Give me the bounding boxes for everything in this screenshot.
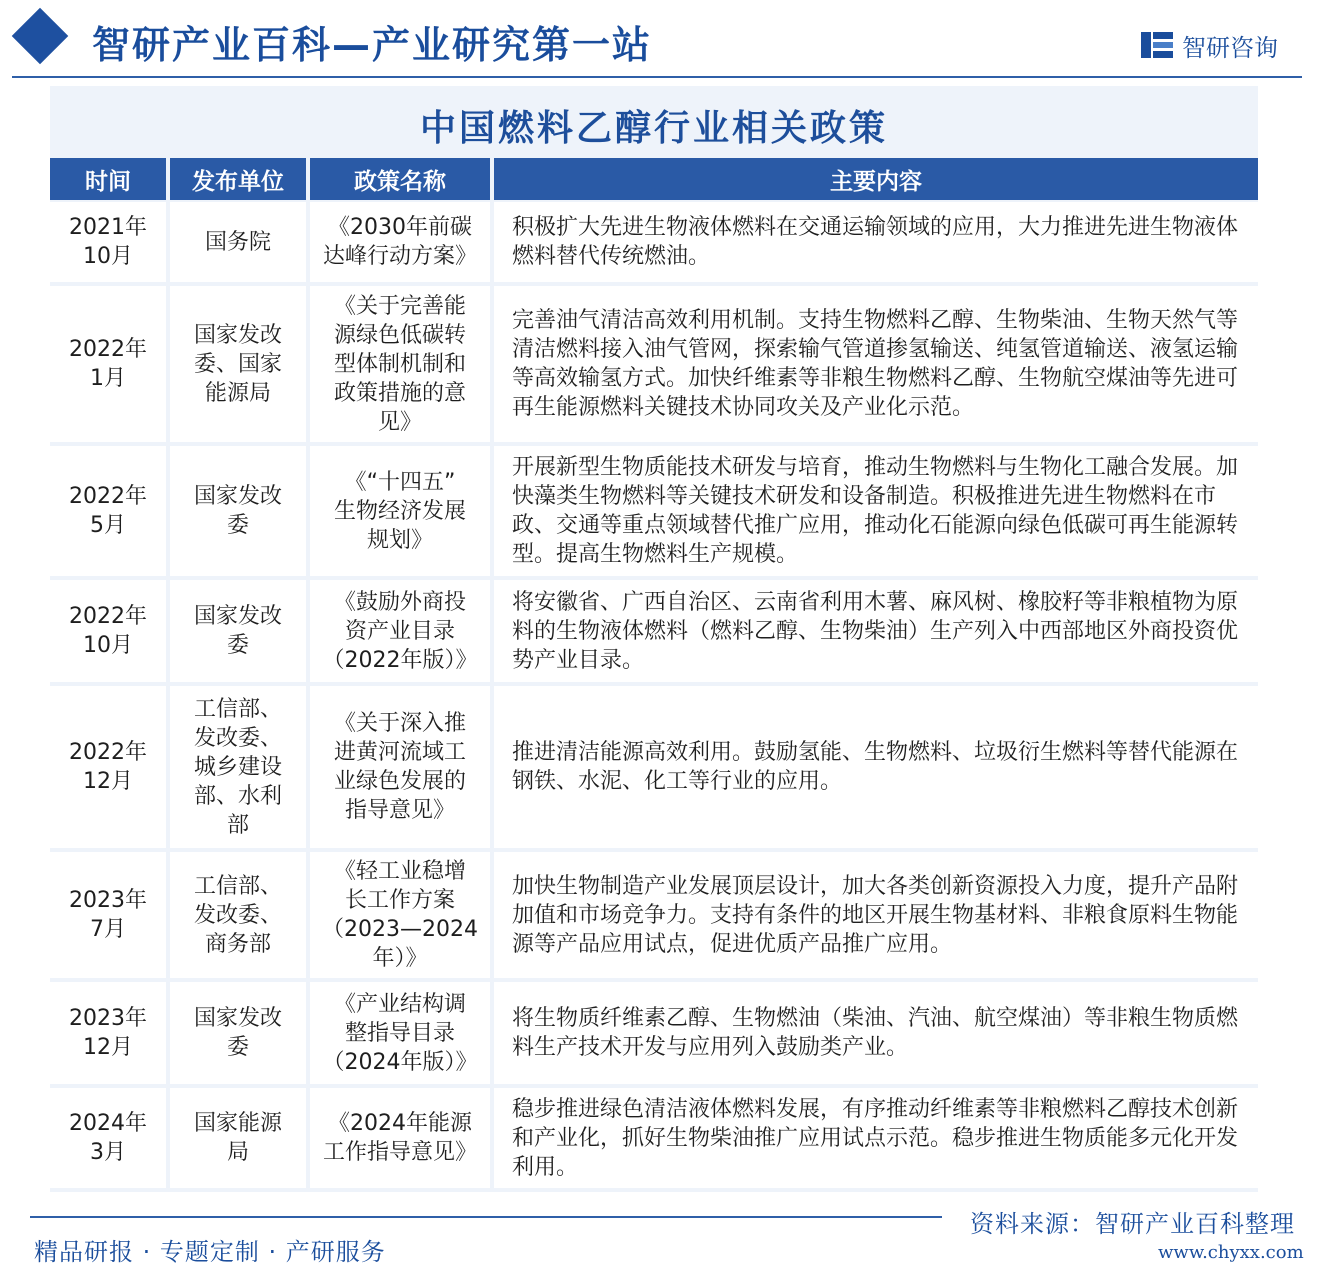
cell-date-text: 2023年 7月	[69, 888, 147, 942]
cell-policy-name-text: 《关于完善能 源绿色低碳转 型体制机制和 政策措施的意 见》	[333, 293, 466, 435]
column-header-policy: 政策名称	[310, 158, 490, 200]
cell-publisher-text: 国家发改 委	[193, 484, 282, 538]
cell-date	[50, 686, 166, 848]
data-source: 资料来源：智研产业百科整理	[970, 1210, 1295, 1238]
cell-content-text: 将安徽省、广西自治区、云南省利用木薯、麻风树、橡胶籽等非粮植物为原料的生物液体燃料（燃料乙醇、生物柴油）生产列入中西部地区外商投资优势产业目录。	[512, 589, 1239, 673]
cell-publisher-text: 工信部、 发改委、 商务部	[193, 873, 282, 957]
cell-content-text: 推进清洁能源高效利用。鼓励氢能、生物燃料、垃圾衍生燃料等替代能源在钢铁、水泥、化工等行业的应用。	[512, 740, 1239, 794]
cell-content-text: 开展新型生物质能技术研发与培育，推动生物燃料与生物化工融合发展。加快藻类生物燃料等关键技术研发和设备制造。积极推进先进生物燃料在市政、交通等重点领域替代推广应用，推动化石能源向绿色低碳可再生能源转型。提高生物燃料生产规模。	[512, 455, 1239, 567]
column-separator	[490, 686, 494, 848]
diamond-logo-icon	[12, 8, 69, 65]
column-separator	[306, 686, 310, 848]
cell-date	[50, 286, 166, 442]
cell-date-text: 2021年 10月	[69, 215, 147, 269]
cell-policy-name	[310, 852, 490, 978]
table-row	[50, 1088, 1258, 1188]
column-separator	[166, 982, 170, 1084]
cell-content	[512, 446, 1258, 576]
column-separator	[166, 580, 170, 682]
column-header-content: 主要内容	[494, 158, 1258, 200]
cell-date	[50, 580, 166, 682]
table-header-row	[50, 158, 1258, 200]
website-url: www.chyxx.com	[1158, 1242, 1304, 1263]
cell-content-text: 将生物质纤维素乙醇、生物燃油（柴油、汽油、航空煤油）等非粮生物质燃料生产技术开发与应用列入鼓励类产业。	[512, 1006, 1239, 1060]
cell-content	[512, 1088, 1258, 1188]
cell-publisher	[170, 686, 306, 848]
site-title: 智研产业百科—产业研究第一站	[92, 23, 653, 67]
cell-policy-name	[310, 982, 490, 1084]
column-separator	[490, 852, 494, 978]
cell-policy-name	[310, 202, 490, 282]
cell-policy-name	[310, 446, 490, 576]
column-separator	[490, 446, 494, 576]
cell-date	[50, 446, 166, 576]
cell-policy-name-text: 《关于深入推 进黄河流域工 业绿色发展的 指导意见》	[333, 711, 466, 823]
cell-content-text: 稳步推进绿色清洁液体燃料发展，有序推动纤维素等非粮燃料乙醇技术创新和产业化，抓好生物柴油推广应用试点示范。稳步推进生物质能多元化开发利用。	[512, 1096, 1239, 1180]
table-row	[50, 580, 1258, 682]
cell-publisher-text: 国家能源 局	[193, 1111, 282, 1165]
cell-publisher-text: 国务院	[204, 229, 271, 255]
column-separator	[166, 1088, 170, 1188]
cell-policy-name-text: 《2030年前碳 达峰行动方案》	[322, 215, 477, 269]
zhiyan-logo-icon	[1140, 30, 1174, 60]
cell-policy-name-text: 《产业结构调 整指导目录 （2024年版）》	[322, 991, 478, 1075]
column-separator	[306, 852, 310, 978]
column-separator	[306, 1088, 310, 1188]
column-separator	[166, 202, 170, 282]
table-row	[50, 286, 1258, 442]
cell-date	[50, 1088, 166, 1188]
cell-policy-name-text: 《鼓励外商投 资产业目录 （2022年版）》	[322, 589, 478, 673]
footer-divider	[30, 1216, 942, 1218]
cell-content	[512, 286, 1258, 442]
table-title: 中国燃料乙醇行业相关政策	[419, 108, 888, 149]
column-header-date: 时间	[50, 158, 166, 200]
cell-publisher	[170, 982, 306, 1084]
column-header-publisher: 发布单位	[170, 158, 306, 200]
cell-publisher	[170, 1088, 306, 1188]
column-separator	[166, 286, 170, 442]
cell-date-text: 2022年 10月	[69, 604, 147, 658]
cell-content	[512, 982, 1258, 1084]
cell-content	[512, 580, 1258, 682]
column-separator	[166, 686, 170, 848]
cell-content	[512, 686, 1258, 848]
policy-table-panel	[50, 86, 1258, 1192]
cell-content	[512, 852, 1258, 978]
table-row	[50, 202, 1258, 282]
column-separator	[306, 286, 310, 442]
cell-policy-name	[310, 286, 490, 442]
cell-date-text: 2022年 12月	[69, 740, 147, 794]
page-header	[0, 0, 1334, 80]
cell-publisher-text: 国家发改 委	[193, 1006, 282, 1060]
cell-policy-name	[310, 580, 490, 682]
cell-date-text: 2022年 1月	[69, 337, 147, 391]
column-separator	[490, 982, 494, 1084]
cell-content-text: 加快生物制造产业发展顶层设计，加大各类创新资源投入力度，提升产品附加值和市场竞争力。支持有条件的地区开展生物基材料、非粮食原料生物能源等产品应用试点，促进优质产品推广应用。	[512, 873, 1239, 957]
cell-publisher	[170, 286, 306, 442]
cell-publisher-text: 工信部、 发改委、 城乡建设 部、水利 部	[193, 696, 282, 838]
cell-date-text: 2023年 12月	[69, 1006, 147, 1060]
cell-content	[512, 202, 1258, 282]
cell-content-text: 完善油气清洁高效利用机制。支持生物燃料乙醇、生物柴油、生物天然气等清洁燃料接入油气管网，探索输气管道掺氢输送、纯氢管道输送、液氢运输等高效输氢方式。加快纤维素等非粮生物燃料乙醇、生物航空煤油等先进可再生能源燃料关键技术协同攻关及产业化示范。	[512, 308, 1239, 420]
cell-publisher	[170, 852, 306, 978]
cell-policy-name-text: 《“十四五” 生物经济发展 规划》	[333, 469, 466, 553]
cell-date-text: 2022年 5月	[69, 484, 147, 538]
cell-publisher	[170, 580, 306, 682]
column-separator	[490, 202, 494, 282]
cell-publisher	[170, 202, 306, 282]
cell-date	[50, 852, 166, 978]
column-separator	[166, 852, 170, 978]
footer-tagline: 精品研报 · 专题定制 · 产研服务	[34, 1238, 386, 1266]
cell-date-text: 2024年 3月	[69, 1111, 147, 1165]
column-separator	[306, 446, 310, 576]
cell-policy-name	[310, 1088, 490, 1188]
table-row	[50, 686, 1258, 848]
table-row	[50, 446, 1258, 576]
cell-publisher-text: 国家发改 委	[193, 604, 282, 658]
cell-publisher	[170, 446, 306, 576]
cell-date	[50, 202, 166, 282]
table-row	[50, 852, 1258, 978]
cell-policy-name-text: 《轻工业稳增 长工作方案 （2023—2024 年）》	[322, 859, 478, 971]
brand-name: 智研咨询	[1182, 34, 1278, 62]
cell-publisher-text: 国家发改 委、国家 能源局	[193, 322, 282, 406]
column-separator	[490, 580, 494, 682]
header-divider	[12, 76, 1302, 78]
cell-policy-name-text: 《2024年能源 工作指导意见》	[322, 1111, 477, 1165]
column-separator	[166, 446, 170, 576]
table-row	[50, 982, 1258, 1084]
column-separator	[306, 982, 310, 1084]
cell-date	[50, 982, 166, 1084]
cell-policy-name	[310, 686, 490, 848]
column-separator	[490, 1088, 494, 1188]
column-separator	[490, 286, 494, 442]
cell-content-text: 积极扩大先进生物液体燃料在交通运输领域的应用，大力推进先进生物液体燃料替代传统燃油。	[512, 215, 1239, 269]
column-separator	[306, 580, 310, 682]
column-separator	[306, 202, 310, 282]
